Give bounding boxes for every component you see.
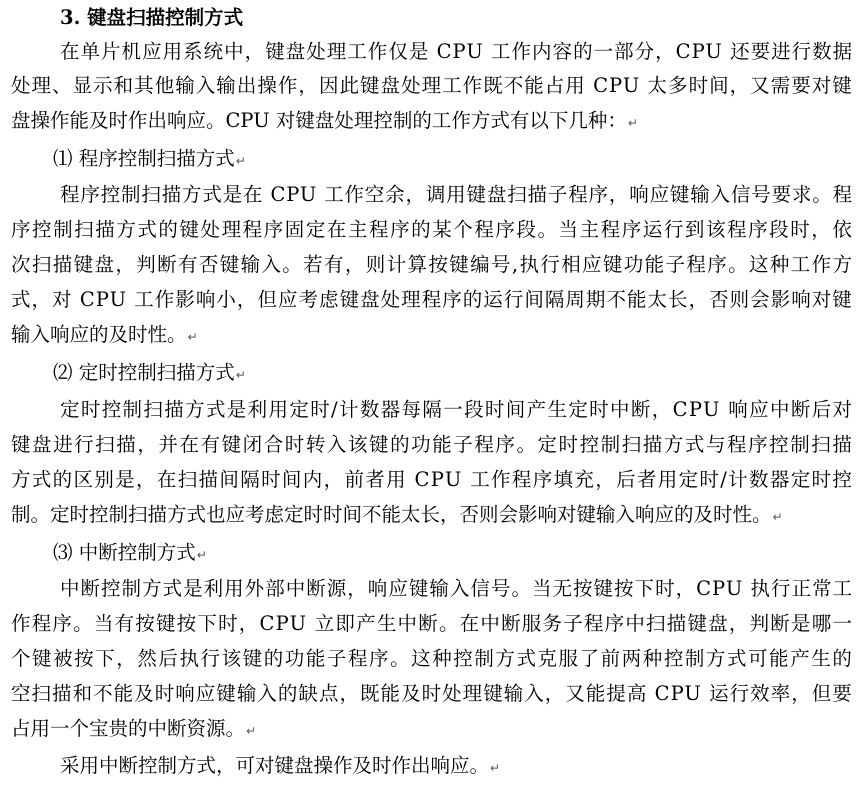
line-text: 3. 键盘扫描控制方式 <box>60 6 244 29</box>
line-text: 采用中断控制方式，可对键盘操作及时作出响应。 <box>60 754 490 777</box>
paragraph-mark-icon: ↵ <box>187 330 198 344</box>
line-text: 输入响应的及时性。 <box>11 323 187 346</box>
text-line <box>53 536 852 570</box>
text-line <box>60 572 852 606</box>
line-text: 空扫描和不能及时响应键输入的缺点，既能及时处理键输入，又能提高 CPU 运行效率，但要 <box>11 682 853 705</box>
text-line <box>60 749 852 783</box>
line-text: 程序控制扫描方式是在 CPU 工作空余，调用键盘扫描子程序，响应键输入信号要求。程 <box>60 183 853 206</box>
line-text: 个键被按下，然后执行该键的功能子程序。这种控制方式克服了前两种控制方式可能产生的 <box>11 647 854 670</box>
line-text: 盘操作能及时作出响应。CPU 对键盘处理控制的工作方式有以下几种： <box>11 109 627 132</box>
text-line <box>11 677 852 711</box>
line-text: 作程序。当有按键按下时，CPU 立即产生中断。在中断服务子程序中扫描键盘，判断是哪一 <box>11 612 854 635</box>
paragraph-mark-icon: ↵ <box>627 116 638 130</box>
paragraph-mark-icon: ↵ <box>235 154 246 168</box>
line-text: ⑴ 程序控制扫描方式 <box>53 147 235 170</box>
text-line <box>53 356 852 390</box>
text-line <box>53 142 852 176</box>
line-text: 序控制扫描方式的键处理程序固定在主程序的某个程序段。当主程序运行到该程序段时，依 <box>11 218 854 241</box>
text-line <box>11 104 852 138</box>
line-text: 处理、显示和其他输入输出操作，因此键盘处理工作既不能占用 CPU 太多时间，又需要对键 <box>11 74 853 97</box>
text-line <box>11 283 852 317</box>
text-line <box>11 498 852 532</box>
paragraph-mark-icon: ↵ <box>246 724 257 738</box>
line-text: 制。定时控制扫描方式也应考虑定时时间不能太长，否则会影响对键输入响应的及时性。 <box>11 503 772 526</box>
text-line <box>11 712 852 746</box>
paragraph-mark-icon: ↵ <box>772 510 783 524</box>
line-text: ⑵ 定时控制扫描方式 <box>53 361 235 384</box>
text-line <box>60 35 852 69</box>
text-line <box>11 607 852 641</box>
paragraph-mark-icon: ↵ <box>490 761 501 775</box>
line-text: 次扫描键盘，判断有否键输入。若有，则计算按键编号,执行相应键功能子程序。这种工作方 <box>11 253 854 276</box>
text-line <box>11 463 852 497</box>
line-text: 中断控制方式是利用外部中断源，响应键输入信号。当无按键按下时，CPU 执行正常工 <box>60 577 854 600</box>
line-text: 占用一个宝贵的中断资源。 <box>11 717 246 740</box>
text-line <box>11 428 852 462</box>
text-line <box>11 248 852 282</box>
line-text: 定时控制扫描方式是利用定时/计数器每隔一段时间产生定时中断，CPU 响应中断后对 <box>60 398 854 421</box>
line-text: 式，对 CPU 工作影响小，但应考虑键盘处理程序的运行间隔周期不能太长，否则会影响对键 <box>11 288 853 311</box>
line-text: 方式的区别是，在扫描间隔时间内，前者用 CPU 工作程序填充，后者用定时/计数器定时控 <box>11 468 854 491</box>
text-line <box>11 318 852 352</box>
text-line <box>11 642 852 676</box>
text-line <box>11 69 852 103</box>
text-line <box>11 213 852 247</box>
paragraph-mark-icon: ↵ <box>196 548 207 562</box>
line-text: 在单片机应用系统中，键盘处理工作仅是 CPU 工作内容的一部分，CPU 还要进行数据 <box>60 40 854 63</box>
section-title <box>60 1 852 35</box>
line-text: 键盘进行扫描，并在有键闭合时转入该键的功能子程序。定时控制扫描方式与程序控制扫描 <box>11 433 854 456</box>
text-line <box>60 393 852 427</box>
paragraph-mark-icon: ↵ <box>235 368 246 382</box>
line-text: ⑶ 中断控制方式 <box>53 541 196 564</box>
text-line <box>60 178 852 212</box>
